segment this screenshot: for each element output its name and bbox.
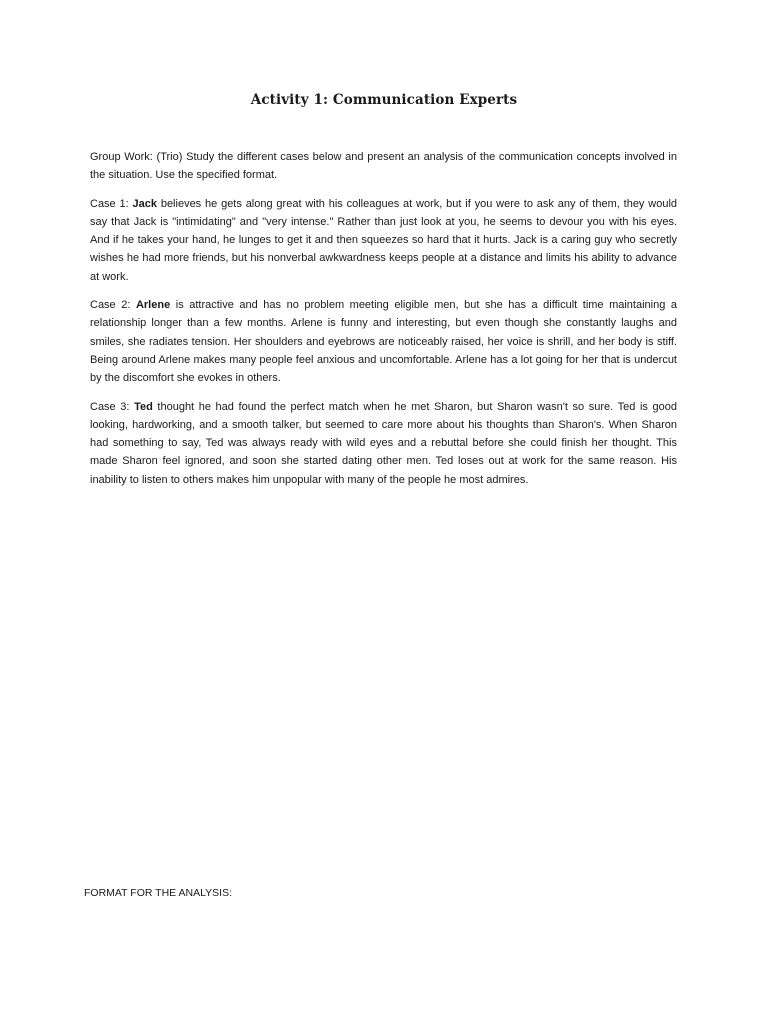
intro-paragraph: Group Work: (Trio) Study the different cases below and present an analysis of the communication concepts involved in the situation. Use the specified format. [90, 151, 677, 182]
document-body [90, 148, 677, 499]
case-3-text: thought he had found the perfect match when he met Sharon, but Sharon wasn't so sure. Ted is good looking, hardworking, and a smooth talker, but seemed to care more about his thoughts than Sharon's. When Sharon had something to say, Ted was always ready with wild eyes and a rebuttal before she could finish her thought. This made Sharon feel ignored, and soon she started dating other men. Ted loses out at work for the same reason. His inability to listen to others makes him unpopular with many of the people he most admires. [90, 400, 677, 486]
case-3-label: Case 3: [90, 400, 135, 413]
case-3-name: Ted [134, 400, 153, 413]
case-2-text: is attractive and has no problem meeting eligible men, but she has a difficult time maintaining a relationship longer than a few months. Arlene is funny and interesting, but even though she constantly laughs and smiles, she radiates tension. Her shoulders and eyebrows are noticeably raised, her voice is shrill, and her body is stiff. Being around Arlene makes many people feel anxious and uncomfortable. Arlene has a lot going for her that is undercut by the discomfort she evokes in others. [90, 299, 678, 385]
format-heading: FORMAT FOR THE ANALYSIS: [84, 887, 232, 899]
case-1-paragraph [90, 195, 677, 286]
case-2-paragraph [90, 296, 677, 387]
case-1-label: Case 1: [90, 197, 133, 210]
case-2-label: Case 2: [90, 299, 136, 312]
activity-title-prefix: Activity 1: [250, 92, 333, 108]
case-2-name: Arlene [135, 299, 171, 312]
activity-title-name: Communication Experts [332, 92, 518, 108]
case-3-paragraph [90, 398, 677, 489]
case-1-name: Jack [132, 197, 157, 210]
activity-title [0, 92, 768, 108]
case-1-text: believes he gets along great with his colleagues at work, but if you were to ask any of them, they would say that Jack is "intimidating" and "very intense." Rather than just look at you, he seems to devour you with his eyes. And if he takes your hand, he lunges to get it and then squeezes so hard that it hurts. Jack is a caring guy who secretly wishes he had more friends, but his nonverbal awkwardness keeps people at a distance and limits his ability to advance at work. [90, 197, 677, 283]
